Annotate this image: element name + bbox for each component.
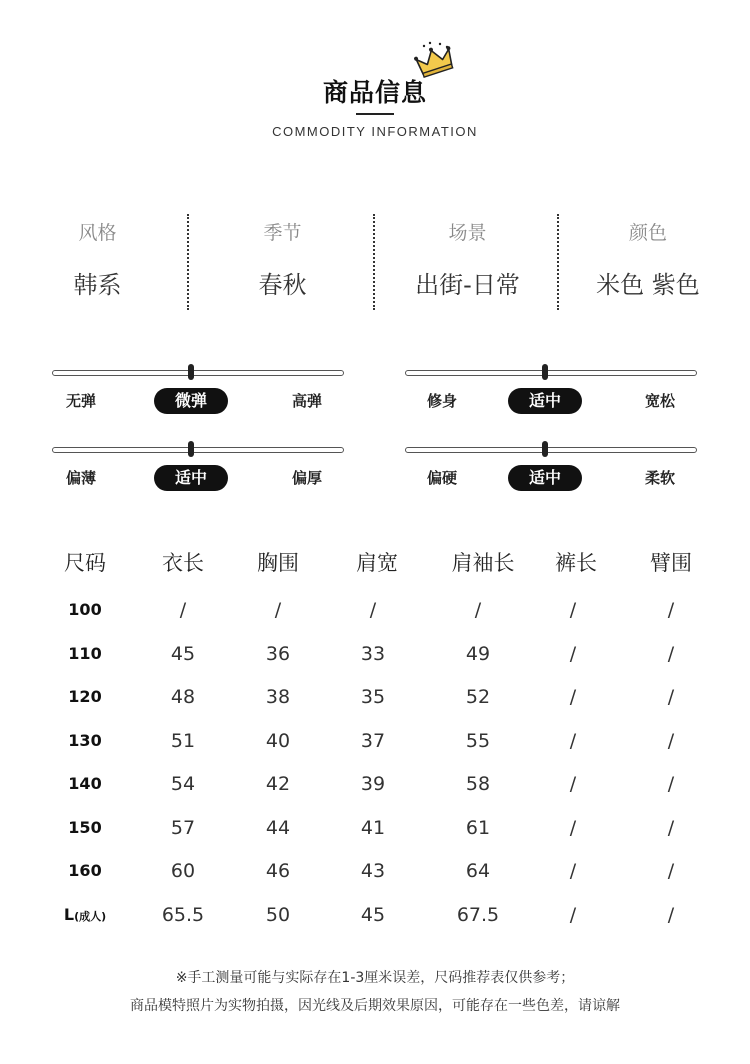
table-cell: / bbox=[569, 729, 577, 752]
table-cell: 33 bbox=[360, 642, 386, 665]
title-underline bbox=[356, 113, 394, 115]
attribute-color bbox=[568, 210, 728, 310]
slider-track bbox=[405, 370, 697, 376]
slider-option: 偏厚 bbox=[292, 469, 323, 487]
table-row bbox=[0, 634, 750, 678]
table-cell: 35 bbox=[360, 686, 386, 708]
table-header-cell: 肩宽 bbox=[356, 551, 398, 575]
slider-track bbox=[405, 447, 697, 453]
slider-option: 修身 bbox=[427, 392, 458, 410]
table-cell: 54 bbox=[170, 773, 196, 795]
slider-option-selected: 适中 bbox=[154, 465, 228, 491]
table-cell: / bbox=[474, 599, 482, 621]
attribute-label: 场景 bbox=[448, 222, 487, 244]
table-cell: / bbox=[569, 773, 577, 795]
footer-line: ※手工测量可能与实际存在1-3厘米误差，尺码推荐表仅供参考； bbox=[175, 970, 575, 986]
table-cell: 60 bbox=[170, 860, 196, 882]
footer-line: 商品模特照片为实物拍摄，因光线及后期效果原因，可能存在一些色差，请谅解 bbox=[130, 998, 620, 1014]
table-cell: / bbox=[179, 599, 187, 621]
attribute-value: 春秋 bbox=[258, 271, 307, 299]
table-cell-size: 110 bbox=[68, 643, 102, 663]
table-cell: / bbox=[274, 599, 282, 621]
table-cell-size: 130 bbox=[68, 730, 102, 750]
slider-option-selected: 适中 bbox=[508, 388, 582, 414]
table-cell: 45 bbox=[170, 642, 196, 665]
table-cell: / bbox=[667, 903, 675, 926]
attribute-season bbox=[200, 210, 365, 310]
slider-option-selected: 适中 bbox=[508, 465, 582, 491]
attribute-value: 米色 紫色 bbox=[596, 271, 700, 299]
table-cell: / bbox=[667, 642, 675, 665]
attribute-label: 风格 bbox=[78, 222, 117, 244]
slider-option: 无弹 bbox=[66, 392, 97, 410]
table-cell: 42 bbox=[265, 773, 291, 795]
table-header-cell: 臂围 bbox=[650, 551, 692, 575]
table-cell-size: 120 bbox=[68, 687, 102, 706]
table-header-cell: 尺码 bbox=[64, 551, 106, 575]
softness-slider bbox=[405, 439, 697, 489]
table-header-cell: 肩袖长 bbox=[451, 551, 515, 575]
slider-knob bbox=[542, 364, 548, 380]
slider-option: 偏薄 bbox=[66, 469, 97, 487]
table-cell: 38 bbox=[265, 686, 291, 708]
attribute-scene bbox=[385, 210, 550, 310]
table-cell: / bbox=[569, 599, 577, 621]
attribute-label: 颜色 bbox=[628, 222, 667, 244]
table-cell: 52 bbox=[465, 686, 491, 708]
table-cell: 46 bbox=[265, 860, 291, 882]
table-cell-size: 160 bbox=[68, 861, 102, 880]
table-cell: 40 bbox=[265, 729, 291, 752]
table-cell: / bbox=[569, 903, 577, 926]
table-cell: 45 bbox=[360, 903, 386, 926]
table-cell: 37 bbox=[360, 729, 386, 752]
attribute-style bbox=[20, 210, 175, 310]
table-cell: / bbox=[667, 773, 675, 795]
table-header-cell: 衣长 bbox=[162, 551, 204, 575]
attribute-panel bbox=[0, 210, 750, 310]
table-cell: / bbox=[667, 860, 675, 882]
table-row bbox=[0, 808, 750, 852]
slider-option: 高弹 bbox=[292, 392, 323, 410]
slider-option-selected: 微弹 bbox=[154, 388, 228, 414]
table-cell: 57 bbox=[170, 816, 196, 839]
table-cell: 36 bbox=[265, 642, 291, 665]
table-cell: 41 bbox=[360, 816, 386, 839]
table-cell: 58 bbox=[465, 773, 491, 795]
table-row bbox=[0, 895, 750, 939]
attribute-label: 季节 bbox=[263, 222, 302, 244]
table-row bbox=[0, 764, 750, 808]
slider-track bbox=[52, 370, 344, 376]
table-cell: / bbox=[667, 729, 675, 752]
table-cell: / bbox=[667, 686, 675, 708]
table-header-cell: 胸围 bbox=[257, 551, 299, 575]
elasticity-slider bbox=[52, 362, 344, 412]
slider-option: 偏硬 bbox=[427, 469, 458, 487]
fit-slider bbox=[405, 362, 697, 412]
table-cell: 39 bbox=[360, 773, 386, 795]
table-cell: / bbox=[569, 860, 577, 882]
slider-knob bbox=[542, 441, 548, 457]
table-cell: / bbox=[667, 599, 675, 621]
table-cell-size: 100 bbox=[68, 600, 102, 619]
table-cell: 50 bbox=[265, 903, 291, 926]
table-header-cell: 裤长 bbox=[555, 551, 597, 575]
slider-option: 宽松 bbox=[645, 392, 676, 410]
divider bbox=[187, 214, 189, 310]
table-cell: / bbox=[569, 816, 577, 839]
table-cell: / bbox=[369, 599, 377, 621]
table-cell: / bbox=[569, 686, 577, 708]
footer-notes bbox=[0, 964, 750, 1020]
page-title: 商品信息 bbox=[322, 78, 427, 107]
attribute-value: 韩系 bbox=[73, 271, 122, 299]
slider-option: 柔软 bbox=[645, 469, 676, 487]
adult-note: (成人) bbox=[74, 909, 107, 923]
table-row bbox=[0, 721, 750, 765]
table-row bbox=[0, 590, 750, 634]
thickness-slider bbox=[52, 439, 344, 489]
table-cell: 64 bbox=[465, 860, 491, 882]
table-cell: / bbox=[667, 816, 675, 839]
table-row bbox=[0, 851, 750, 895]
table-header-row bbox=[0, 540, 750, 590]
header bbox=[0, 0, 750, 160]
table-cell: 49 bbox=[465, 642, 491, 665]
size-table bbox=[0, 540, 750, 938]
page-subtitle: COMMODITY INFORMATION bbox=[272, 124, 478, 139]
table-cell: 61 bbox=[465, 816, 491, 839]
table-cell: 44 bbox=[265, 816, 291, 839]
table-row bbox=[0, 677, 750, 721]
table-cell: 51 bbox=[170, 729, 196, 752]
table-cell: 65.5 bbox=[161, 903, 205, 926]
slider-knob bbox=[188, 364, 194, 380]
divider bbox=[373, 214, 375, 310]
table-cell: / bbox=[569, 642, 577, 665]
divider bbox=[557, 214, 559, 310]
slider-knob bbox=[188, 441, 194, 457]
table-cell-size: 150 bbox=[68, 817, 102, 837]
table-cell-size bbox=[45, 895, 125, 937]
attribute-value: 出街-日常 bbox=[415, 271, 520, 299]
size-code: L bbox=[63, 904, 75, 924]
table-cell: 55 bbox=[465, 729, 491, 752]
table-cell: 67.5 bbox=[456, 903, 500, 926]
table-cell: 43 bbox=[360, 860, 386, 882]
table-cell-size: 140 bbox=[68, 774, 102, 793]
slider-track bbox=[52, 447, 344, 453]
table-cell: 48 bbox=[170, 686, 196, 708]
